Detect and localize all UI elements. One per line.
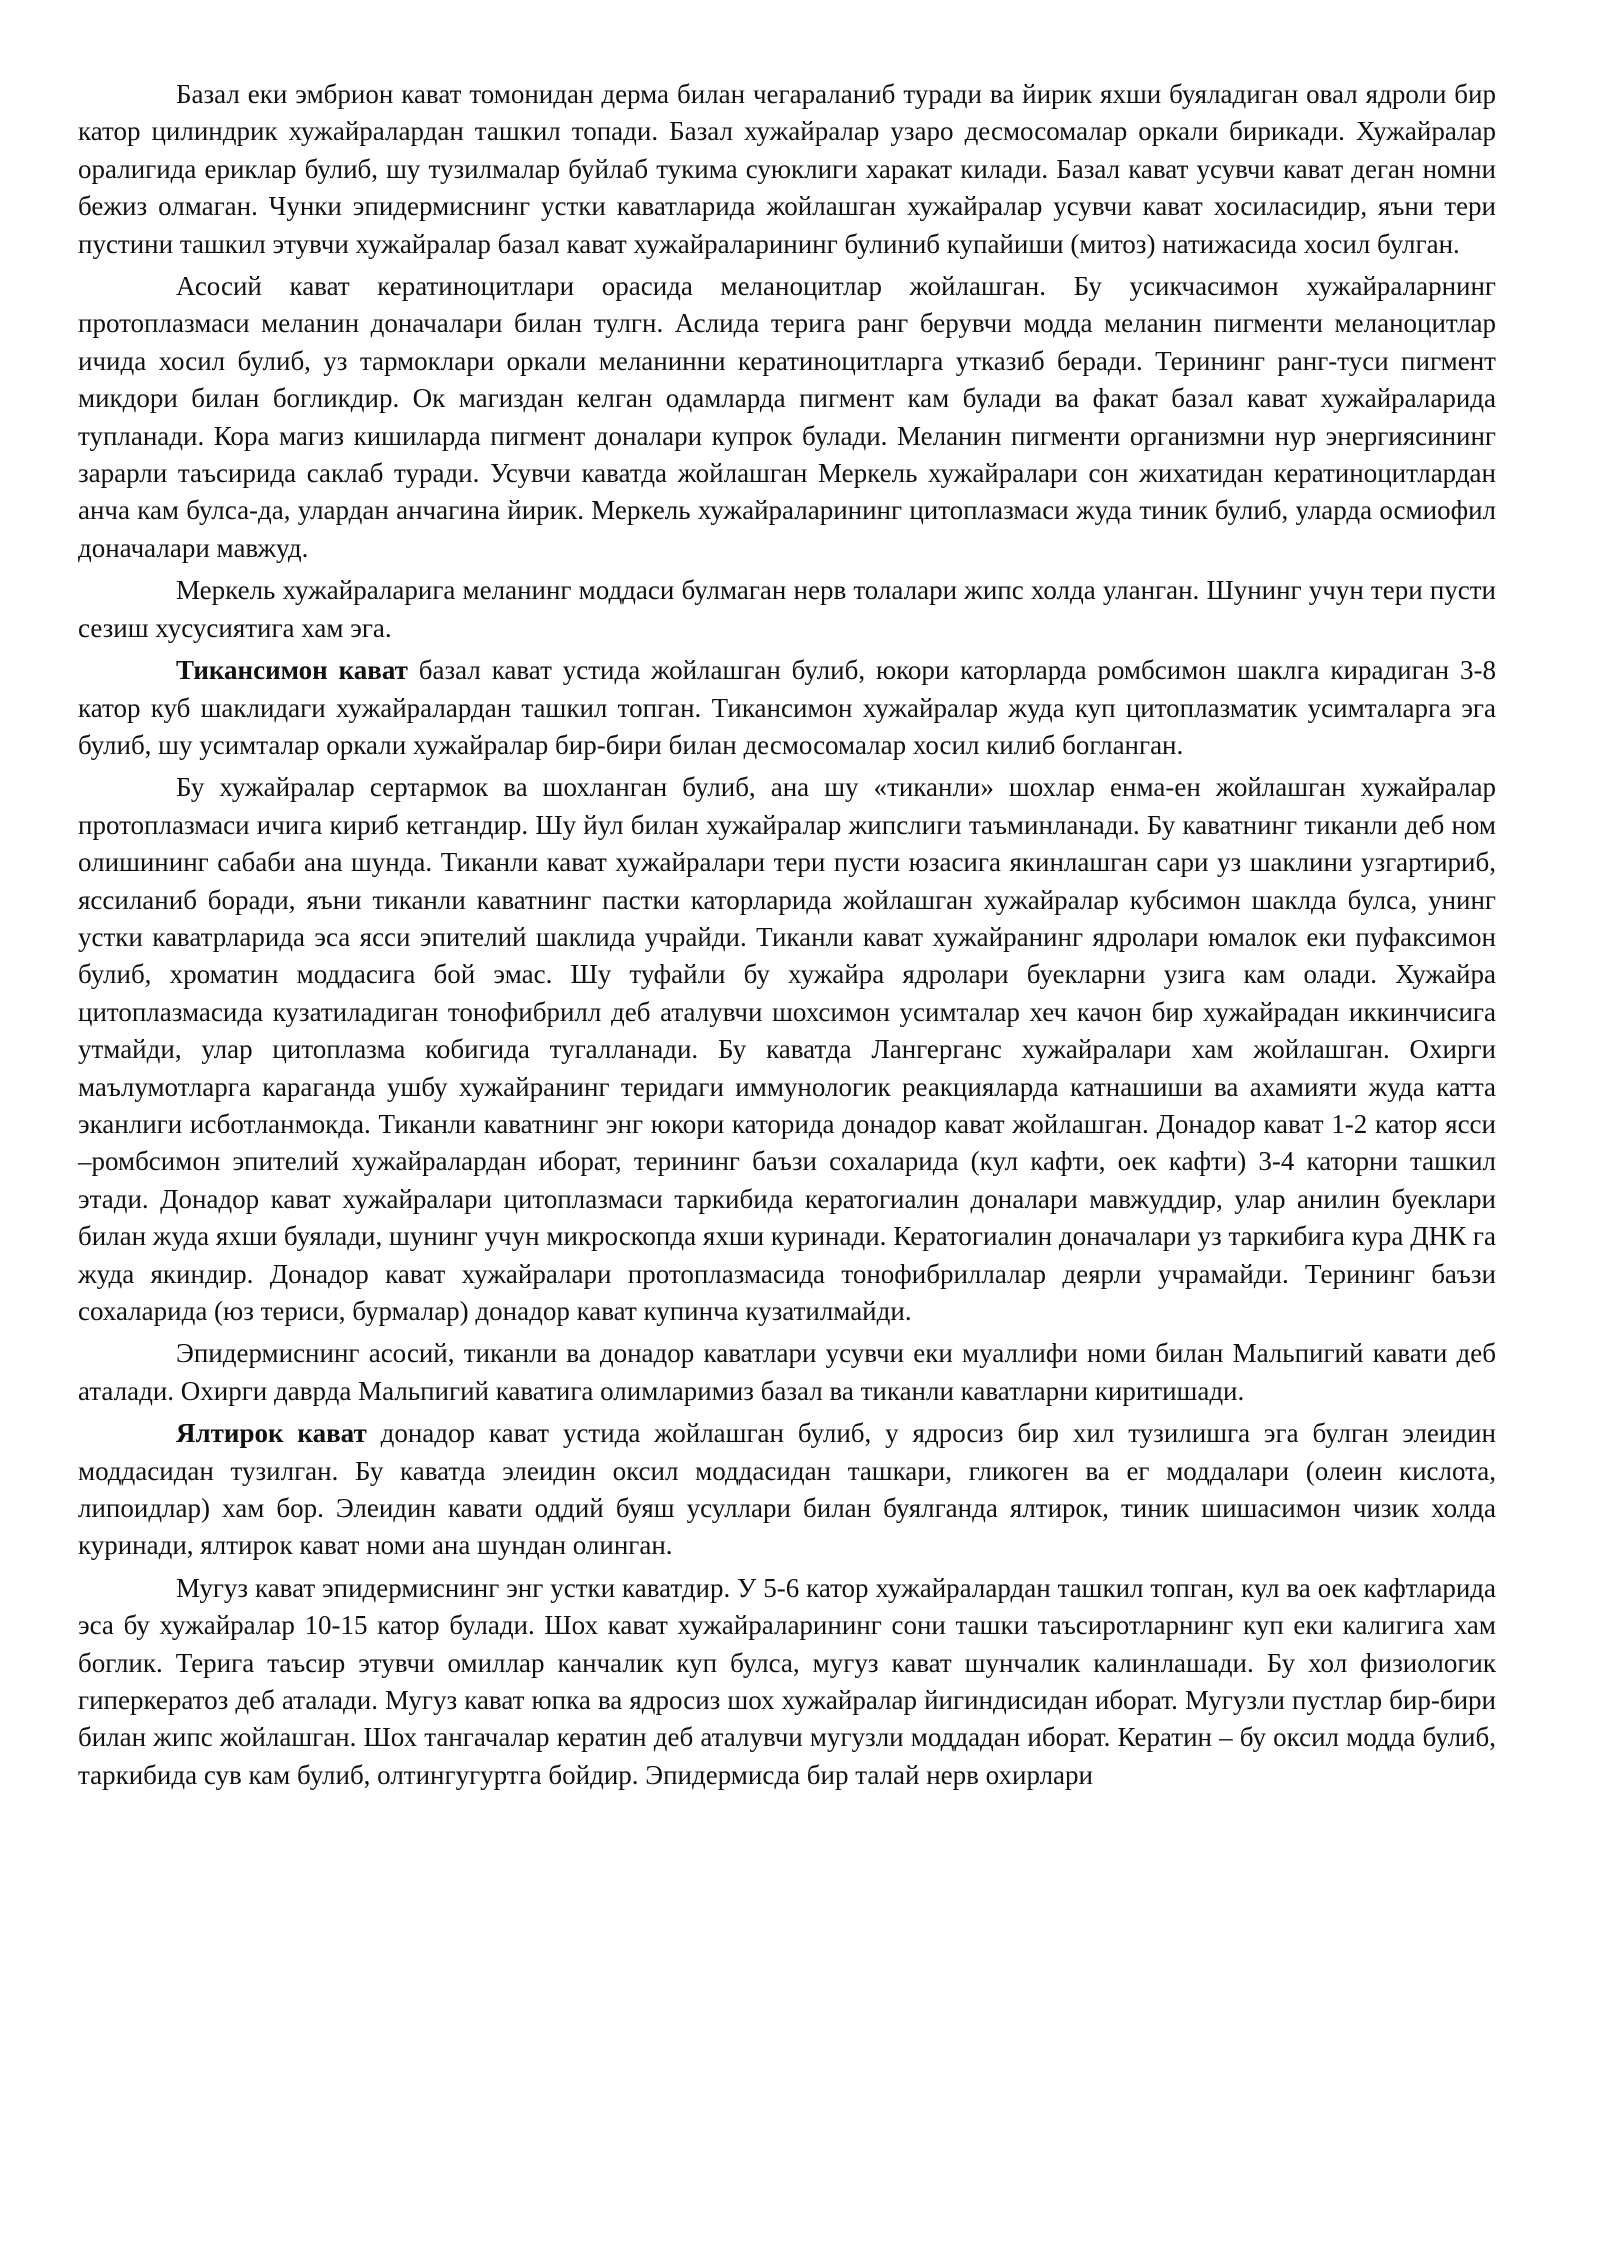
paragraph-spinous-cells [78,769,1496,1330]
paragraph-spinous-layer [78,652,1496,764]
paragraph-lucid-layer [78,1415,1496,1565]
paragraph-lead-term: Тикансимон кават [176,655,408,686]
paragraph-body: Меркель хужайраларига меланинг моддаси булмаган нерв толалари жипс холда уланган. Шунинг учун тери пусти сезиш хусусиятига хам эга. [78,575,1496,643]
paragraph-body: Мугуз кават эпидермиснинг энг устки каватдир. У 5-6 катор хужайралардан ташкил топган, кул ва оек кафтларида эса бу хужайралар 10-15 катор булади. Шох кават хужайраларининг сони ташки таъсиротларнинг куп еки калигига хам боглик. Терига таъсир этувчи омиллар канчалик куп булса, мугуз кават шунчалик калинлашади. Бу хол физиологик гиперкератоз деб аталади. Мугуз кават юпка ва ядросиз шох хужайралар йигиндисидан иборат. Мугузли пустлар бир-бири билан жипс жойлашган. Шох тангачалар кератин деб аталувчи мугузли моддадан иборат. Кератин – бу оксил модда булиб, таркибида сув кам булиб, олтингугуртга бойдир. Эпидермисда бир талай нерв охирлари [78,1572,1496,1790]
paragraph-body: базал кават устида жойлашган булиб, юкори каторларда ромбсимон шаклга кирадиган 3-8 катор куб шаклидаги хужайралардан ташкил топган. Тикансимон хужайралар жуда куп цитоплазматик усимталарга эга булиб, шу усимталар оркали хужайралар бир-бири билан десмосомалар хосил килиб богланган. [78,655,1496,760]
paragraph-melanocytes [78,268,1496,567]
paragraph-body: донадор кават устида жойлашган булиб, у ядросиз бир хил тузилишга эга булган элеидин моддасидан тузилган. Бу каватда элеидин оксил моддасидан ташкари, гликоген ва ег моддалари (олеин кислота, липоидлар) хам бор. Элеидин кавати оддий буяш усуллари билан буялганда ялтирок, тиник шишасимон чизик холда куринади, ялтирок кават номи ана шундан олинган. [78,1418,1496,1561]
paragraph-body: Базал еки эмбрион кават томонидан дерма билан чегараланиб туради ва йирик яхши буяладиган овал ядроли бир катор цилиндрик хужайралардан ташкил топади. Базал хужайралар узаро десмосомалар оркали бирикади. Хужайралар оралигида ериклар булиб, шу тузилмалар буйлаб тукима суюклиги харакат килади. Базал кават усувчи кават деган номни бежиз олмаган. Чунки эпидермиснинг устки каватларида жойлашган хужайралар усувчи кават хосиласидир, яъни тери пустини ташкил этувчи хужайралар базал кават хужайраларининг булиниб купайиши (митоз) натижасида хосил булган. [78,79,1496,259]
paragraph-body: Асосий кават кератиноцитлари орасида меланоцитлар жойлашган. Бу усикчасимон хужайраларнинг протоплазмаси меланин доначалари билан тулгн. Аслида терига ранг берувчи модда меланин пигменти меланоцитлар ичида хосил булиб, уз тармоклари оркали меланинни кератиноцитларга утказиб беради. Терининг ранг-туси пигмент микдори билан богликдир. Ок магиздан келган одамларда пигмент кам булади ва факат базал кават хужайраларида тупланади. Кора магиз кишиларда пигмент доналари купрок булади. Меланин пигменти организмни нур энергиясининг зарарли таъсирида саклаб туради. Усувчи каватда жойлашган Меркель хужайралари сон жихатидан кератиноцитлардан анча кам булса-да, улардан анчагина йирик. Меркель хужайраларининг цитоплазмаси жуда тиник булиб, уларда осмиофил доначалари мавжуд. [78,271,1496,563]
paragraph-horny-layer [78,1570,1496,1794]
paragraph-merkel-cells [78,572,1496,647]
paragraph-body: Эпидермиснинг асосий, тиканли ва донадор каватлари усувчи еки муаллифи номи билан Мальпигий кавати деб аталади. Охирги даврда Мальпигий каватига олимларимиз базал ва тиканли каватларни киритишади. [78,1338,1496,1406]
paragraph-basal-layer [78,76,1496,263]
paragraph-body: Бу хужайралар сертармок ва шохланган булиб, ана шу «тиканли» шохлар енма-ен жойлашган хужайралар протоплазмаси ичига кириб кетгандир. Шу йул билан хужайралар жипслиги таъминланади. Бу каватнинг тиканли деб ном олишининг сабаби ана шунда. Тиканли кават хужайралари тери пусти юзасига якинлашган сари уз шаклини узгартириб, яссиланиб боради, яъни тиканли каватнинг пастки каторларида жойлашган хужайралар кубсимон шаклда булса, унинг устки каватрларида эса ясси эпителий шаклида учрайди. Тиканли кават хужайранинг ядролари юмалок еки пуфаксимон булиб, хроматин моддасига бой эмас. Шу туфайли бу хужайра ядролари буекларни узига кам олади. Хужайра цитоплазмасида кузатиладиган тонофибрилл деб аталувчи шохсимон усимталар хеч качон бир хужайрадан иккинчисига утмайди, улар цитоплазма кобигида тугалланади. Бу каватда Лангерганс хужайралари хам жойлашган. Охирги маълумотларга караганда ушбу хужайранинг теридаги иммунологик реакцияларда катнашиши ва ахамияти жуда катта эканлиги исботланмокда. Тиканли каватнинг энг юкори каторида донадор кават жойлашган. Донадор кават 1-2 катор ясси –ромбсимон эпителий хужайралардан иборат, терининг баъзи сохаларида (кул кафти, оек кафти) 3-4 каторни ташкил этади. Донадор кават хужайралари цитоплазмаси таркибида кератогиалин доналари мавжуддир, улар анилин буеклари билан жуда яхши буялади, шунинг учун микроскопда яхши куринади. Кератогиалин доначалари уз таркибига кура ДНК га жуда якиндир. Донадор кават хужайралари протоплазмасида тонофибриллалар деярли учрамайди. Терининг баъзи сохаларида (юз териси, бурмалар) донадор кават купинча кузатилмайди. [78,772,1496,1326]
paragraph-malpighian-layer [78,1335,1496,1410]
document-page [78,76,1496,1794]
paragraph-lead-term: Ялтирок кават [176,1418,367,1449]
